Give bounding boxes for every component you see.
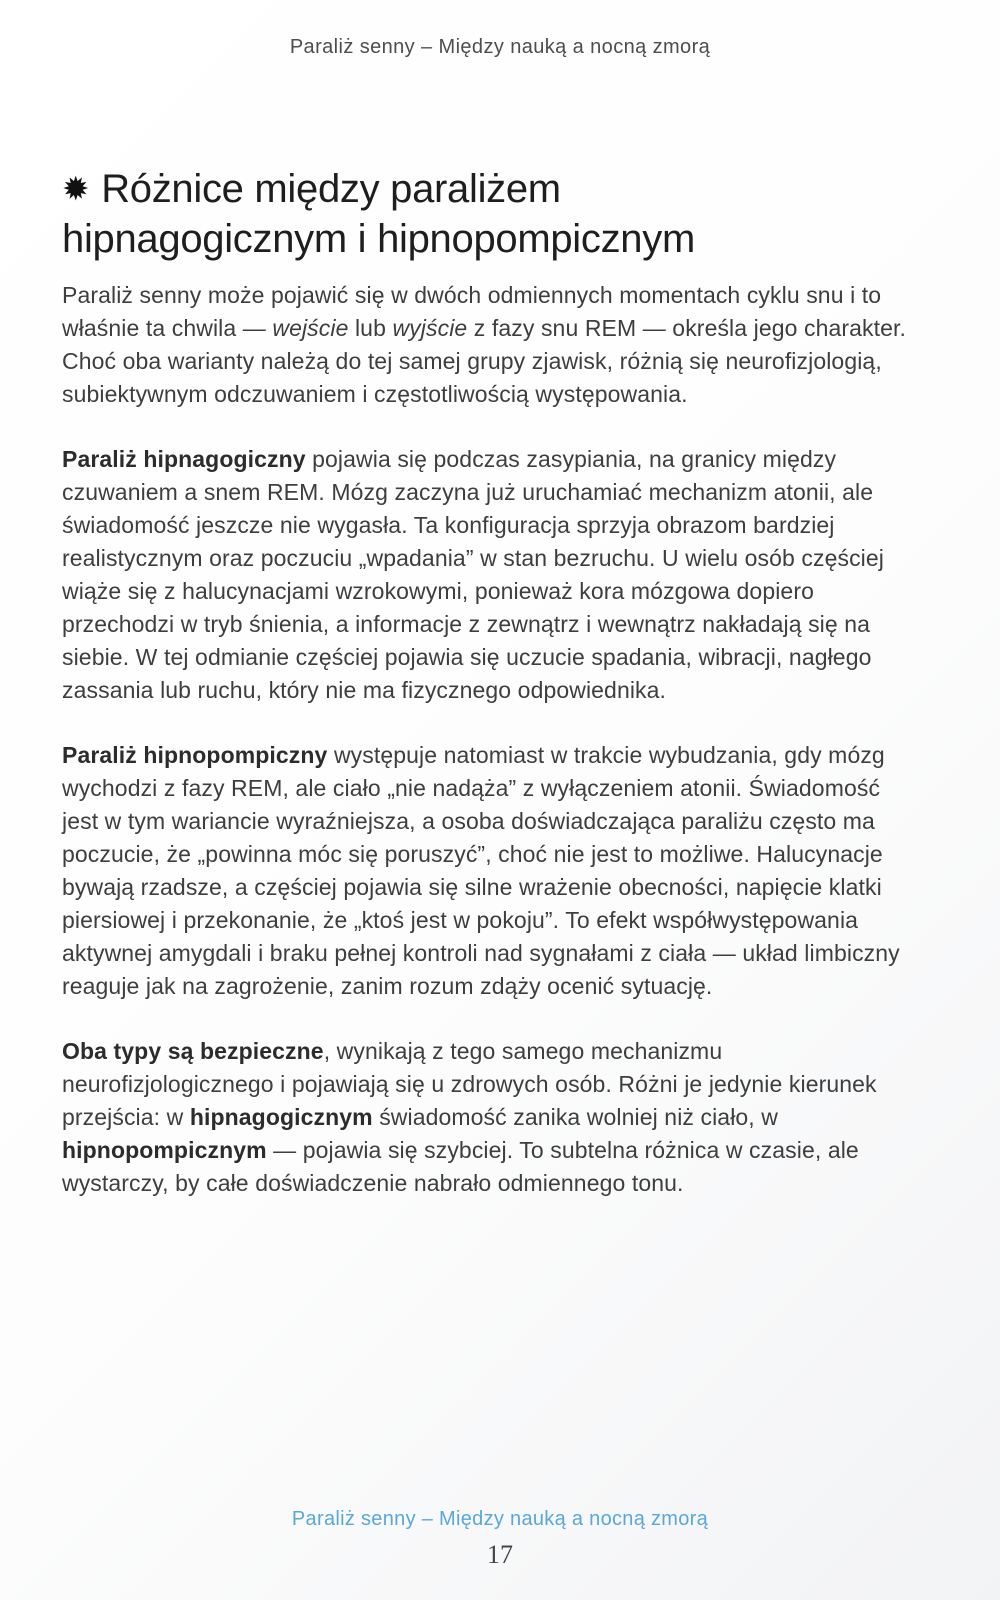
text-run: hipnagogicznym — [189, 1104, 373, 1130]
text-run: z fazy snu REM — określa jego charakter. Choć oba warianty należą do tej samej grupy zjawisk, różnią się neurofizjologią, subiektywnym odczuwaniem i częstotliwością występowania. — [62, 315, 907, 407]
paragraph — [62, 739, 914, 1003]
paragraph — [62, 443, 914, 707]
text-run: wyjście — [392, 315, 468, 341]
running-footer: Paraliż senny – Między nauką a nocną zmorą — [291, 1508, 709, 1530]
article-body — [62, 279, 914, 1200]
paragraph — [62, 279, 914, 411]
text-run: świadomość zanika wolniej niż ciało, w — [372, 1104, 778, 1130]
text-run: Oba typy są bezpieczne — [62, 1038, 324, 1064]
text-run: Paraliż hipnagogiczny — [62, 446, 306, 472]
text-run: Paraliż senny może pojawić się w dwóch odmiennych momentach cyklu snu i to właśnie ta chwila — — [62, 282, 882, 341]
text-run: wejście — [272, 315, 349, 341]
text-run: — pojawia się szybciej. To subtelna różnica w czasie, ale wystarczy, by całe doświadczenie nabrało odmiennego tonu. — [62, 1137, 859, 1196]
text-run: hipnopompicznym — [62, 1137, 267, 1163]
text-run: , wynikają z tego samego mechanizmu neurofizjologicznego i pojawiają się u zdrowych osób. Różni je jedynie kierunek przejścia: w — [62, 1038, 877, 1130]
text-run: występuje natomiast w trakcie wybudzania, gdy mózg wychodzi z fazy REM, ale ciało „nie nadąża” z wyłączeniem atonii. Świadomość jest w tym wariancie wyraźniejsza, a osoba doświadczająca paraliżu często ma poczucie, że „powinna móc się poruszyć”, choć nie jest to możliwe. Halucynacje bywają rzadsze, a częściej pojawia się silne wrażenie obecności, napięcie klatki piersiowej i przekonanie, że „ktoś jest w pokoju”. To efekt współwystępowania aktywnej amygdali i braku pełnej kontroli nad sygnałami z ciała — układ limbiczny reaguje jak na zagrożenie, zanim rozum zdąży ocenić sytuację. — [62, 742, 900, 999]
section-heading-text: Różnice między paraliżem hipnagogicznym i hipnopompicznym — [62, 167, 695, 261]
page-number: 17 — [487, 1540, 513, 1569]
text-run: lub — [348, 315, 393, 341]
text-run: pojawia się podczas zasypiania, na granicy między czuwaniem a snem REM. Mózg zaczyna już uruchamiać mechanizm atonii, ale świadomość jeszcze nie wygasła. Ta konfiguracja sprzyja obrazom bardziej realistycznym oraz poczuciu „wpadania” w stan bezruchu. U wielu osób częściej wiąże się z halucynacjami wzrokowymi, ponieważ kora mózgowa dopiero przechodzi w tryb śnienia, a informacje z zewnątrz i wewnątrz nakładają się na siebie. W tej odmianie częściej pojawia się uczucie spadania, wibracji, nagłego zassania lub ruchu, który nie ma fizycznego odpowiednika. — [62, 446, 884, 703]
section-heading — [62, 165, 852, 263]
text-run: Paraliż hipnopompiczny — [62, 742, 328, 768]
running-header: Paraliż senny – Między nauką a nocną zmorą — [289, 36, 711, 58]
paragraph — [62, 1035, 914, 1200]
starburst-icon: ✹ — [62, 170, 90, 208]
